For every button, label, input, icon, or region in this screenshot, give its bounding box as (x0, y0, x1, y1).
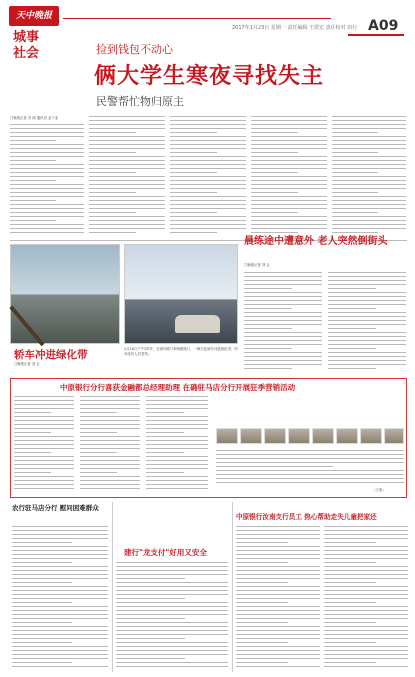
zhongyuan-body-col-1 (236, 526, 320, 670)
bank-photo-2 (240, 428, 262, 444)
lead-body-col-4 (251, 116, 327, 238)
lead-headline: 俩大学生寒夜寻找失主 (94, 64, 325, 89)
elderly-story-byline: □晚报记者 刘 会 (244, 263, 270, 267)
car-photo-caption: 1月18日下午2时许，在西环路与荆州路路口，一辆白色轿车冲进绿化带，所幸没有人员受伤。 (124, 347, 238, 356)
bank-photo-8 (384, 428, 404, 444)
date-line: 2017年1月23日 星期一 责任编辑 王震宏 责任校对 田行 (232, 25, 358, 31)
header-rule (63, 18, 331, 19)
fallen-pole-shape (9, 305, 44, 346)
abc-story-headline: 农行驻马店分行 慰问困难群众 (12, 504, 99, 512)
lead-byline: □晚报记者 苏 阁 通讯员 孟子亚 (10, 116, 59, 120)
zhongyuan-story-headline: 中原银行汝南支行员工 热心帮助走失儿童把家还 (236, 513, 377, 521)
elderly-body-col-2 (328, 272, 406, 372)
ccb-story-headline: 建行"龙支付"好用又安全 (124, 548, 207, 557)
abc-story-body (12, 526, 108, 670)
bank-feature-headline: 中原银行分行喜获金融都总经理助理 在确驻马店分行开展狂季营销活动 (60, 383, 296, 392)
bottom-divider-1 (112, 502, 113, 672)
bank-photo-3 (264, 428, 286, 444)
lead-body-col-3 (170, 116, 246, 238)
lead-deck: 民警帮忙物归原主 (96, 95, 184, 108)
car-story-headline: 轿车冲进绿化带 (14, 349, 88, 361)
bank-feature-byline: （王茜） (372, 488, 386, 492)
bank-photo-1 (216, 428, 238, 444)
car-crash-photo (10, 244, 120, 344)
bank-feature-col-2 (80, 396, 140, 494)
car-story-byline: □晚报记者 刘 会 (14, 362, 40, 366)
page-number: A09 (368, 18, 399, 34)
zhongyuan-body-col-2 (324, 526, 408, 670)
bank-feature-col-1 (14, 396, 74, 494)
bank-photo-7 (360, 428, 382, 444)
lead-body-col-5 (332, 116, 406, 238)
bank-photo-4 (288, 428, 310, 444)
page-number-bar (348, 34, 404, 36)
elderly-story-headline: 晨练途中遭意外 老人突然倒街头 (244, 236, 388, 247)
elderly-body-col-1 (244, 272, 322, 372)
bottom-divider-2 (232, 502, 233, 672)
bank-photo-5 (312, 428, 334, 444)
street-scene-photo (124, 244, 238, 344)
ccb-story-body (116, 562, 228, 670)
lead-kicker: 捡到钱包不动心 (96, 43, 173, 56)
bank-feature-col-3 (146, 396, 208, 494)
newspaper-logo: 天中晚报 (9, 6, 59, 26)
lead-body-col-2 (89, 116, 165, 238)
lead-body-col-1 (10, 124, 84, 238)
bank-feature-col-4 (216, 450, 404, 486)
bank-photo-6 (336, 428, 358, 444)
car-shape (175, 315, 220, 333)
section-title: 城事社会 (13, 30, 40, 61)
